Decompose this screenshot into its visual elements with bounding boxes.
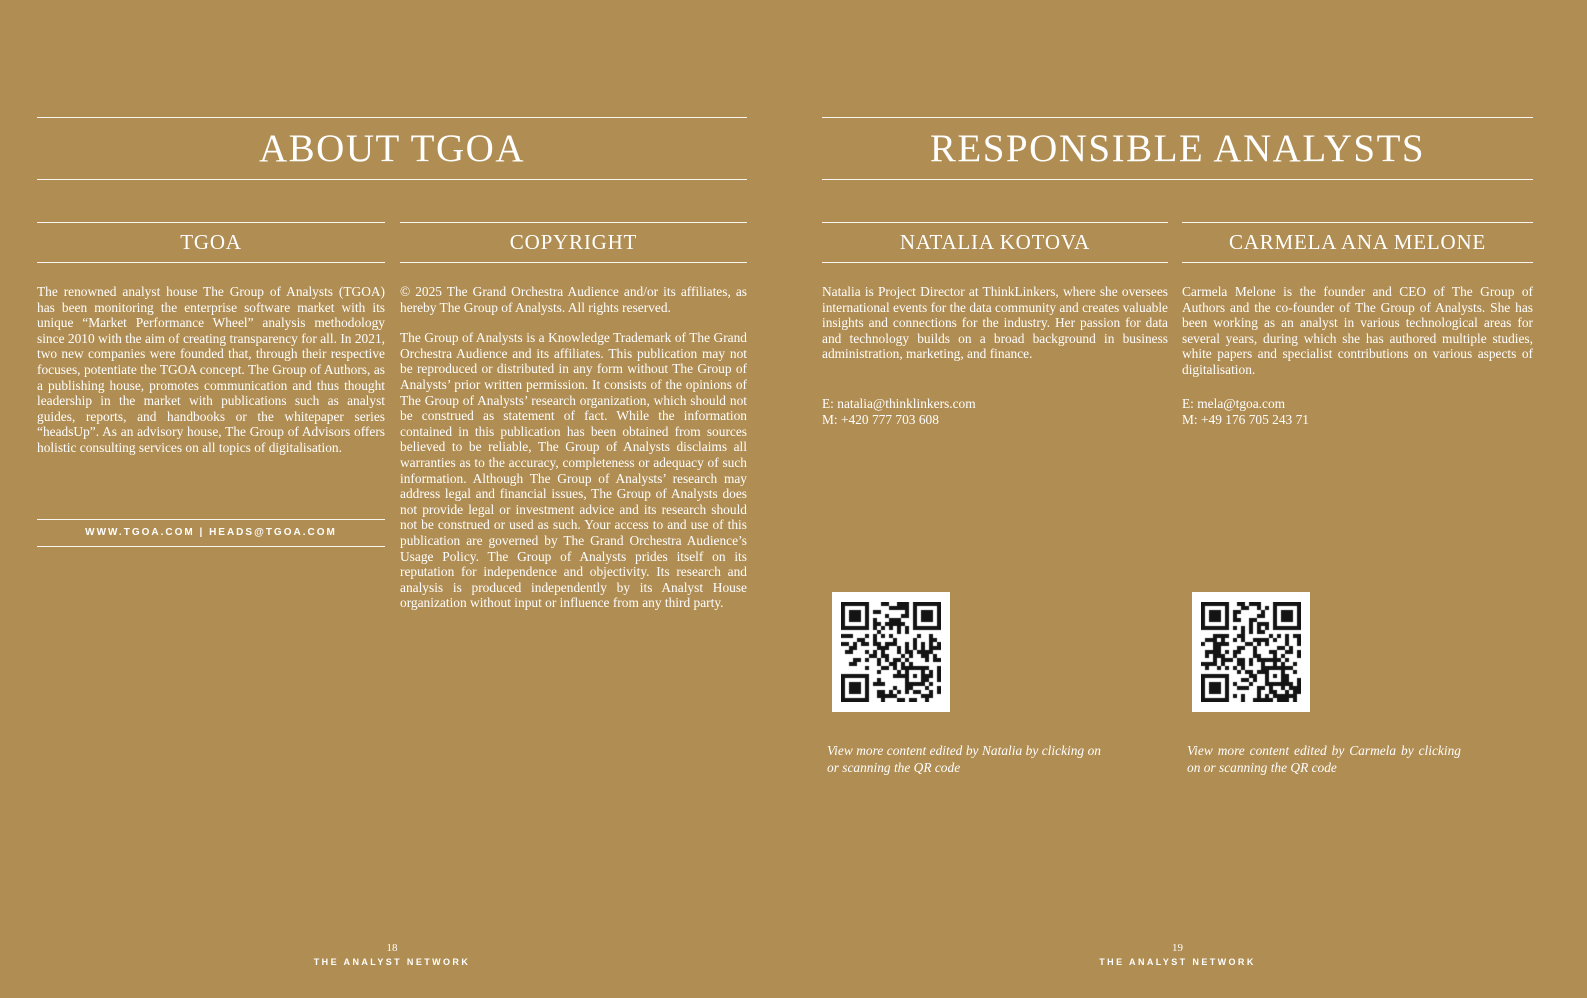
copyright-body (400, 284, 747, 611)
copyright-column (400, 0, 747, 998)
page-title-about-tgoa: ABOUT TGOA (259, 127, 525, 170)
natalia-bio-paragraph: Natalia is Project Director at ThinkLinkers, where she oversees international events for the data community and creates valuable insights and connections for the industry. Her passion for data and technology builds on a broad background in business administration, marketing, and finance. (822, 284, 1168, 362)
tgoa-paragraph: The renowned analyst house The Group of Analysts (TGOA) has been monitoring the enterprise software market with its unique “Market Performance Wheel” analysis methodology since 2010 with the aim of creating transparency for all. In 2021, two new companies were founded that, through their respective focuses, potentiate the TGOA concept. The Group of Authors, as a publishing house, promotes communication and thus thought leadership in the market with publications such as analyst guides, reports, and handbooks or the whitepaper series “headsUp”. As an advisory house, The Group of Advisors offers holistic consulting services on all topics of digitalisation. (37, 284, 385, 455)
carmela-email: E: mela@tgoa.com (1182, 396, 1286, 411)
carmela-name-heading: CARMELA ANA MELONE (1228, 230, 1487, 254)
copyright-legal-paragraph: The Group of Analysts is a Knowledge Trademark of The Grand Orchestra Audience and its affiliates. This publication may not be reproduced or distributed in any form without The Group of Analysts’ prior written permission. It consists of the opinions of The Group of Analysts’ research organization, which should not be construed as statement of fact. While the information contained in this publication has been obtained from sources believed to be reliable, The Group of Analysts disclaims all warranties as to the accuracy, completeness or adequacy of such information. Although The Group of Analysts’ research may address legal and financial issues, The Group of Analysts does not provide legal or investment advice and its research should not be construed or used as such. Your access to and use of this publication are governed by The Grand Orchestra Audience’s Usage Policy. The Group of Analysts prides itself on its reputation for independence and objectivity. Its research and analysis is produced independently by its Analyst House organization without input or influence from any third party. (400, 330, 747, 611)
tgoa-heading-block (37, 222, 385, 263)
natalia-email: E: natalia@thinklinkers.com (822, 396, 976, 411)
page-about-tgoa (37, 0, 747, 998)
page-title-responsible-analysts: RESPONSIBLE ANALYSTS (929, 127, 1426, 170)
carmela-qr-code-icon[interactable] (1192, 592, 1310, 712)
natalia-qr-caption: View more content edited by Natalia by clicking on or scanning the QR code (827, 743, 1101, 775)
natalia-mobile: M: +420 777 703 608 (822, 412, 939, 427)
analyst-card-natalia (822, 0, 1168, 998)
analyst-card-carmela (1182, 0, 1533, 998)
tgoa-contact-strip[interactable] (37, 519, 385, 547)
tgoa-contact-text[interactable]: WWW.TGOA.COM | HEADS@TGOA.COM (85, 527, 337, 538)
carmela-bio (1182, 284, 1533, 378)
natalia-heading-block (822, 222, 1168, 263)
left-page-number: 18 (386, 942, 398, 954)
carmela-bio-paragraph: Carmela Melone is the founder and CEO of The Group of Authors and the co-founder of The Group of Analysts. She has been working as an analyst in various technological areas for several years, during which she has authored multiple studies, white papers and specialist contributions on various aspects of digitalisation. (1182, 284, 1533, 377)
carmela-mobile: M: +49 176 705 243 71 (1182, 412, 1309, 427)
natalia-name-heading: NATALIA KOTOVA (899, 230, 1091, 254)
qr-code-image[interactable] (841, 602, 941, 702)
copyright-heading: COPYRIGHT (509, 230, 638, 254)
tgoa-body (37, 284, 385, 456)
copyright-notice-paragraph: © 2025 The Grand Orchestra Audience and/or its affiliates, as hereby The Group of Analysts. All rights reserved. (400, 284, 747, 315)
carmela-heading-block (1182, 222, 1533, 263)
tgoa-column (37, 0, 385, 998)
copyright-heading-block (400, 222, 747, 263)
right-footer-brand: THE ANALYST NETWORK (1099, 957, 1256, 967)
page-responsible-analysts (822, 0, 1533, 998)
natalia-qr-code-icon[interactable] (832, 592, 950, 712)
natalia-bio (822, 284, 1168, 362)
qr-code-image[interactable] (1201, 602, 1301, 702)
natalia-contact (822, 396, 1168, 428)
carmela-qr-caption: View more content edited by Carmela by clicking on or scanning the QR code (1187, 743, 1461, 775)
carmela-contact (1182, 396, 1533, 428)
tgoa-heading: TGOA (180, 230, 242, 254)
left-footer-brand: THE ANALYST NETWORK (313, 957, 471, 967)
right-page-number: 19 (1172, 942, 1183, 954)
